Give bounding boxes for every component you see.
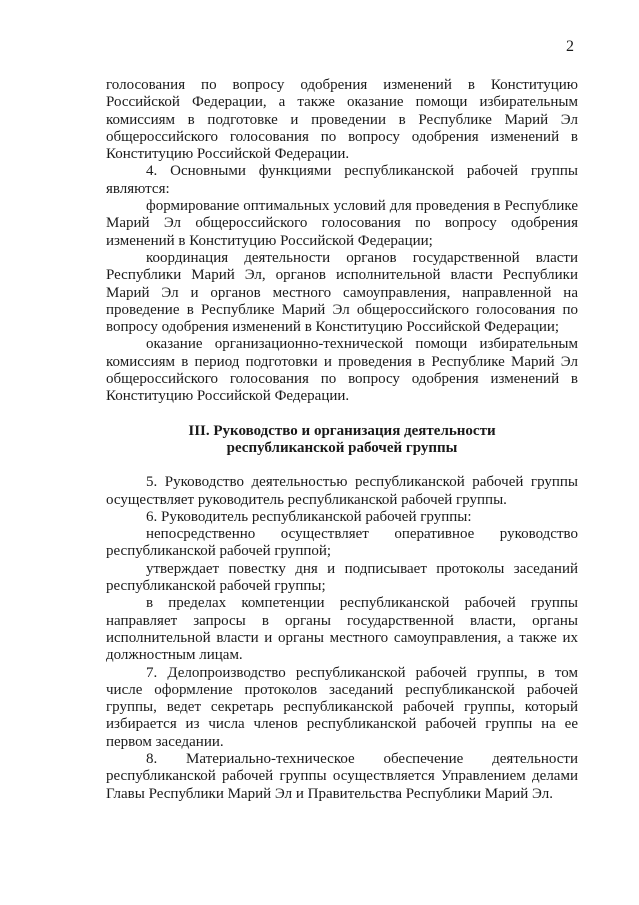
paragraph-leader-duty-1: непосредственно осуществляет оперативное руководство республиканской рабочей группой; [106, 526, 578, 560]
paragraph-8-support: 8. Материально-техническое обеспечение деятельности республиканской рабочей группы осуществляется Управлением делами Главы Республики Марий Эл и Правительства Республики Марий Эл. [106, 750, 578, 802]
paragraph-leader-duty-2: утверждает повестку дня и подписывает протоколы заседаний республиканской рабочей группы; [106, 560, 578, 595]
spacer [106, 406, 578, 423]
paragraph-5-leadership: 5. Руководство деятельностью республиканской рабочей группы осуществляет руководитель республиканской рабочей группы. [106, 474, 578, 508]
paragraph-function-conditions: формирование оптимальных условий для проведения в Республике Марий Эл общероссийского голосования по вопросу одобрения изменений в Конституцию Российской Федерации; [106, 198, 578, 249]
spacer [106, 457, 578, 474]
paragraph-leader-duty-3: в пределах компетенции республиканской рабочей группы направляет запросы в органы государственной власти, органы исполнительной власти и органы местного самоуправления, а также их должностным лицам. [106, 595, 578, 664]
paragraph-function-assistance: оказание организационно-технической помощи избирательным комиссиям в период подготовки и проведения в Республике Марий Эл общероссийского голосования по вопросу одобрения изменений в Конституцию Российской Федерации. [106, 336, 578, 405]
section-heading-line1: III. Руководство и организация деятельности [188, 422, 496, 439]
paragraph-4-functions: 4. Основными функциями республиканской рабочей группы являются: [106, 163, 578, 197]
section-heading-line2: республиканской рабочей группы [226, 439, 458, 456]
paragraph-7-records: 7. Делопроизводство республиканской рабочей группы, в том числе оформление протоколов заседаний республиканской рабочей группы, ведет секретарь республиканской рабочей группы, который избирается из числа членов республиканской рабочей группы на ее первом заседании. [106, 664, 578, 750]
page-number: 2 [566, 38, 574, 55]
document-body [106, 77, 578, 803]
paragraph-intro-continuation: голосования по вопросу одобрения изменений в Конституцию Российской Федерации, а также оказание помощи избирательным комиссиям в подготовке и проведении в Республике Марий Эл общероссийского голосования по вопросу одобрения изменений в Конституцию Российской Федерации. [106, 77, 578, 163]
paragraph-6-leader: 6. Руководитель республиканской рабочей группы: [146, 508, 472, 525]
paragraph-function-coordination: координация деятельности органов государственной власти Республики Марий Эл, органов исполнительной власти Республики Марий Эл и органов местного самоуправления, направленной на проведение в Республике Марий Эл общероссийского голосования по вопросу одобрения изменений в Конституцию Российской Федерации; [106, 249, 578, 336]
